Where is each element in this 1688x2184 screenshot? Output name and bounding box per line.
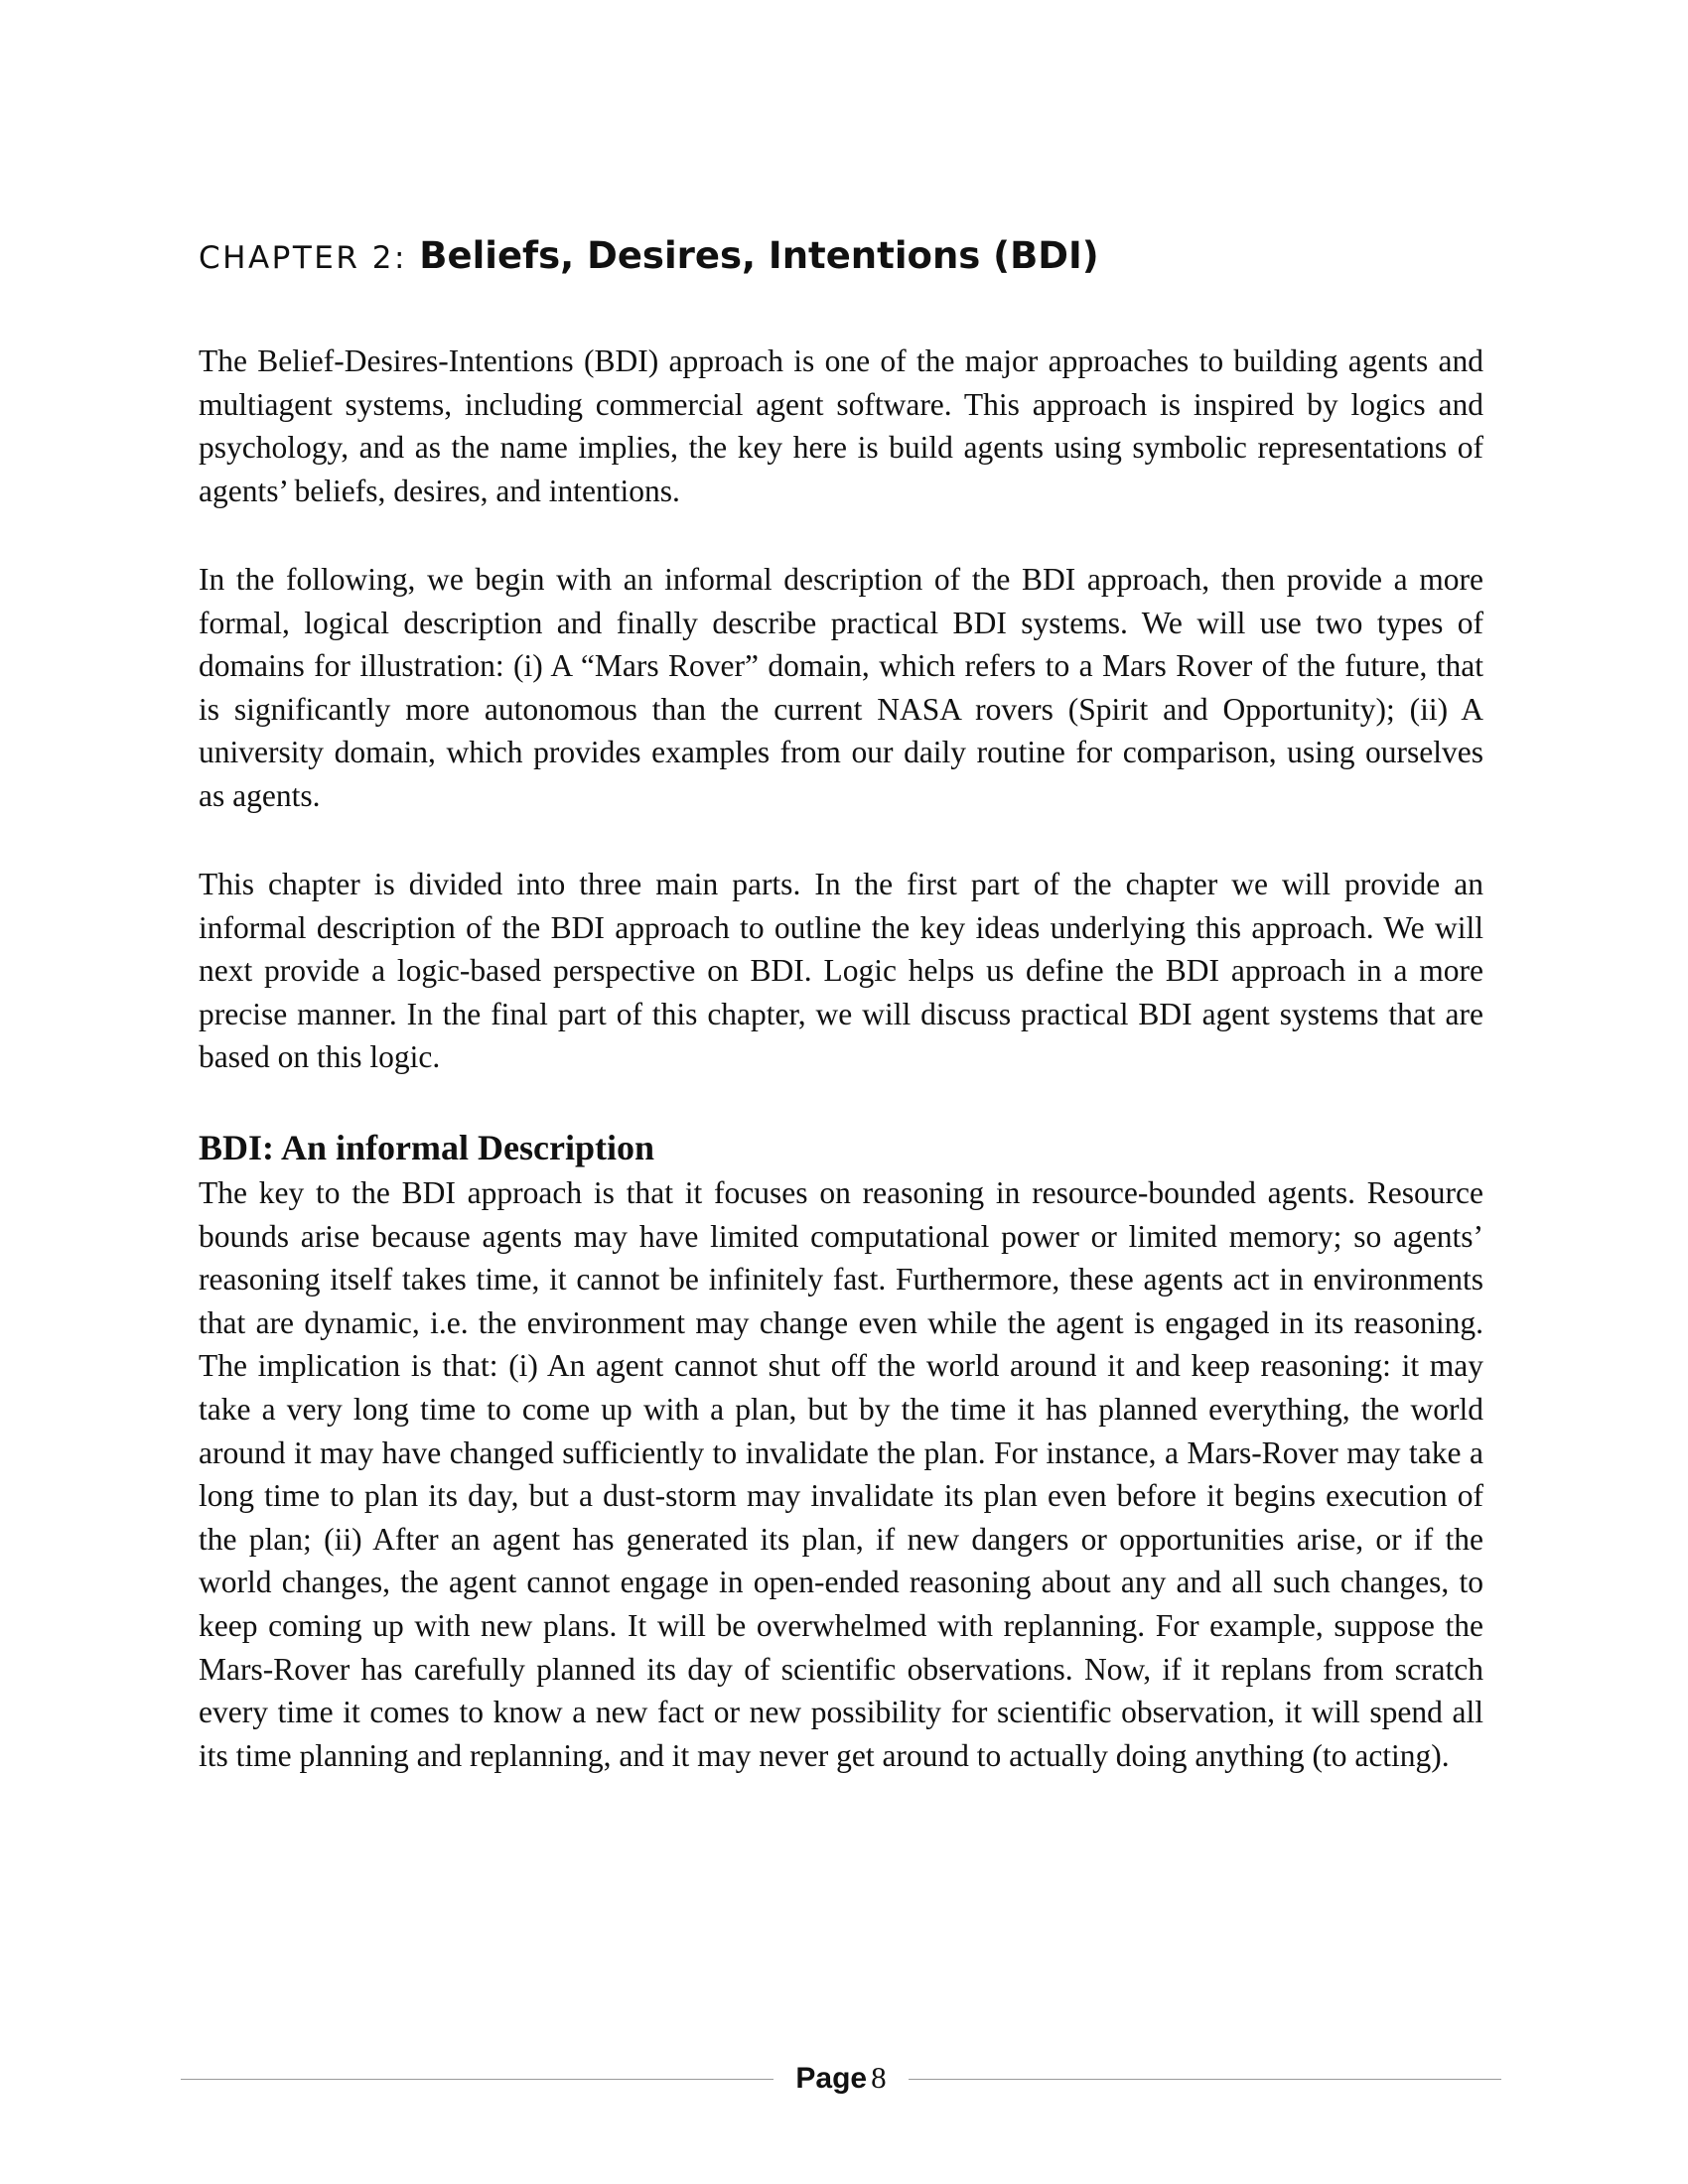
chapter-outline-paragraph: This chapter is divided into three main parts. In the first part of the chapter we will provide an informal description of the BDI approach to outline the key ideas underlying this approach. We will next provide a logic-based perspective on BDI. Logic helps us define the BDI approach in a more precise manner. In the final part of this chapter, we will discuss practical BDI agent systems that are based on this logic. xyxy=(199,867,1483,1075)
page-number: 8 xyxy=(871,2060,887,2095)
section-paragraph: The key to the BDI approach is that it focuses on reasoning in resource-bounded agents. Resource bounds arise because agents may have limited computational power or limited memory; so agents’ reasoning itself takes time, it cannot be infinitely fast. Furthermore, these agents act in environments that are dynamic, i.e. the environment may change even while the agent is engaged in its reasoning. The implication is that: (i) An agent cannot shut off the world around it and keep reasoning: it may take a very long time to come up with a plan, but by the time it has planned everything, the world around it may have changed sufficiently to invalidate the plan. For instance, a Mars-Rover may take a long time to plan its day, but a dust-storm may invalidate its plan even before it begins execution of the plan; (ii) After an agent has generated its plan, if new dangers or opportunities arise, or if the world changes, the agent cannot engage in open-ended reasoning about any and all such changes, to keep coming up with new plans. It will be overwhelmed with replanning. For example, suppose the Mars-Rover has carefully planned its day of scientific observations. Now, if it replans from scratch every time it comes to know a new fact or new possibility for scientific observation, it will spend all its time planning and replanning, and it may never get around to actually doing anything (to acting). xyxy=(199,1175,1483,1773)
page-word: Page xyxy=(795,2062,868,2095)
chapter-title: Beliefs, Desires, Intentions (BDI) xyxy=(419,234,1099,277)
intro-paragraph: The Belief-Desires-Intentions (BDI) approach is one of the major approaches to building agents and multiagent systems, including commercial agent software. This approach is inspired by logics and psychology, and as the name implies, the key here is build agents using symbolic representations of agents’ beliefs, desires, and intentions. xyxy=(199,343,1483,508)
overview-paragraph: In the following, we begin with an informal description of the BDI approach, then provide a more formal, logical description and finally describe practical BDI systems. We will use two types of domains for illustration: (i) A “Mars Rover” domain, which refers to a Mars Rover of the future, that is significantly more autonomous than the current NASA rovers (Spirit and Opportunity); (ii) A university domain, which provides examples from our daily routine for comparison, using ourselves as agents. xyxy=(199,562,1483,813)
section-heading: BDI: An informal Description xyxy=(199,1128,654,1167)
page-footer xyxy=(181,2058,1501,2098)
page-number-label xyxy=(774,2058,909,2104)
footer-rule-right xyxy=(909,2079,1501,2080)
chapter-heading xyxy=(199,234,1489,278)
footer-rule-left xyxy=(181,2079,774,2080)
chapter-label: CHAPTER 2: xyxy=(199,240,420,276)
